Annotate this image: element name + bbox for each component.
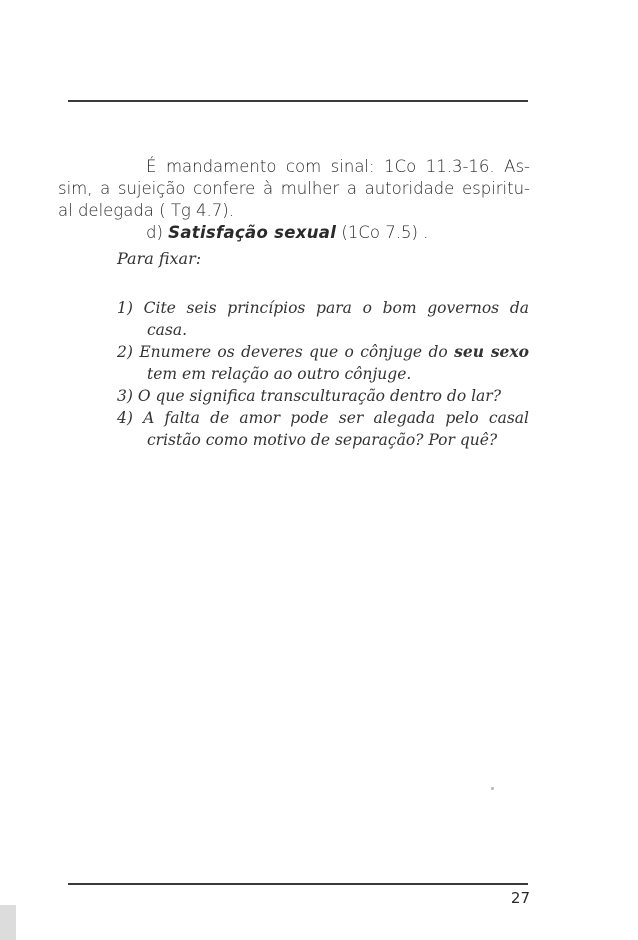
question-3	[117, 385, 529, 407]
scan-speck	[491, 787, 494, 790]
question-2-number: 2)	[117, 343, 133, 361]
item-d-term: Satisfação sexual	[168, 223, 337, 242]
question-3-number: 3)	[117, 387, 133, 405]
question-4	[117, 407, 529, 451]
question-2	[117, 341, 529, 385]
exercise-title: Para fixar:	[117, 249, 202, 268]
question-4-line-1: 4) A falta de amor pode ser alegada pelo casal	[117, 409, 529, 427]
question-2-emphasis: seu sexo	[454, 342, 530, 361]
item-d-marker: d)	[146, 223, 163, 242]
body-line-2: sim, a sujeição confere à mulher a autoridade espiritu-	[58, 179, 530, 198]
item-d	[58, 222, 530, 244]
question-list	[117, 297, 529, 451]
body-line-1: É mandamento com sinal: 1Co 11.3-16. As-	[146, 157, 530, 176]
body-line-3: al delegada ( Tg 4.7).	[58, 201, 234, 220]
question-2-line-1: 2) Enumere os deveres que o cônjuge do seu sexo	[117, 342, 530, 361]
question-4-line-2: cristão como motivo de separação? Por quê?	[147, 431, 498, 449]
item-d-reference: (1Co 7.5) .	[341, 223, 429, 242]
scan-edge-shadow	[0, 905, 16, 940]
question-3-line-1: 3) O que significa transculturação dentro do lar?	[117, 387, 502, 405]
question-1-line-1: 1) Cite seis princípios para o bom governos da	[117, 299, 529, 317]
question-1-number: 1)	[117, 299, 133, 317]
question-1-line-2: casa.	[147, 321, 188, 339]
question-4-number: 4)	[117, 409, 133, 427]
page-number: 27	[510, 889, 530, 907]
header-rule	[68, 100, 528, 102]
footer-rule	[68, 883, 528, 885]
question-2-line-2: tem em relação ao outro cônjuge.	[147, 365, 412, 383]
question-1	[117, 297, 529, 341]
body-text	[58, 156, 530, 244]
